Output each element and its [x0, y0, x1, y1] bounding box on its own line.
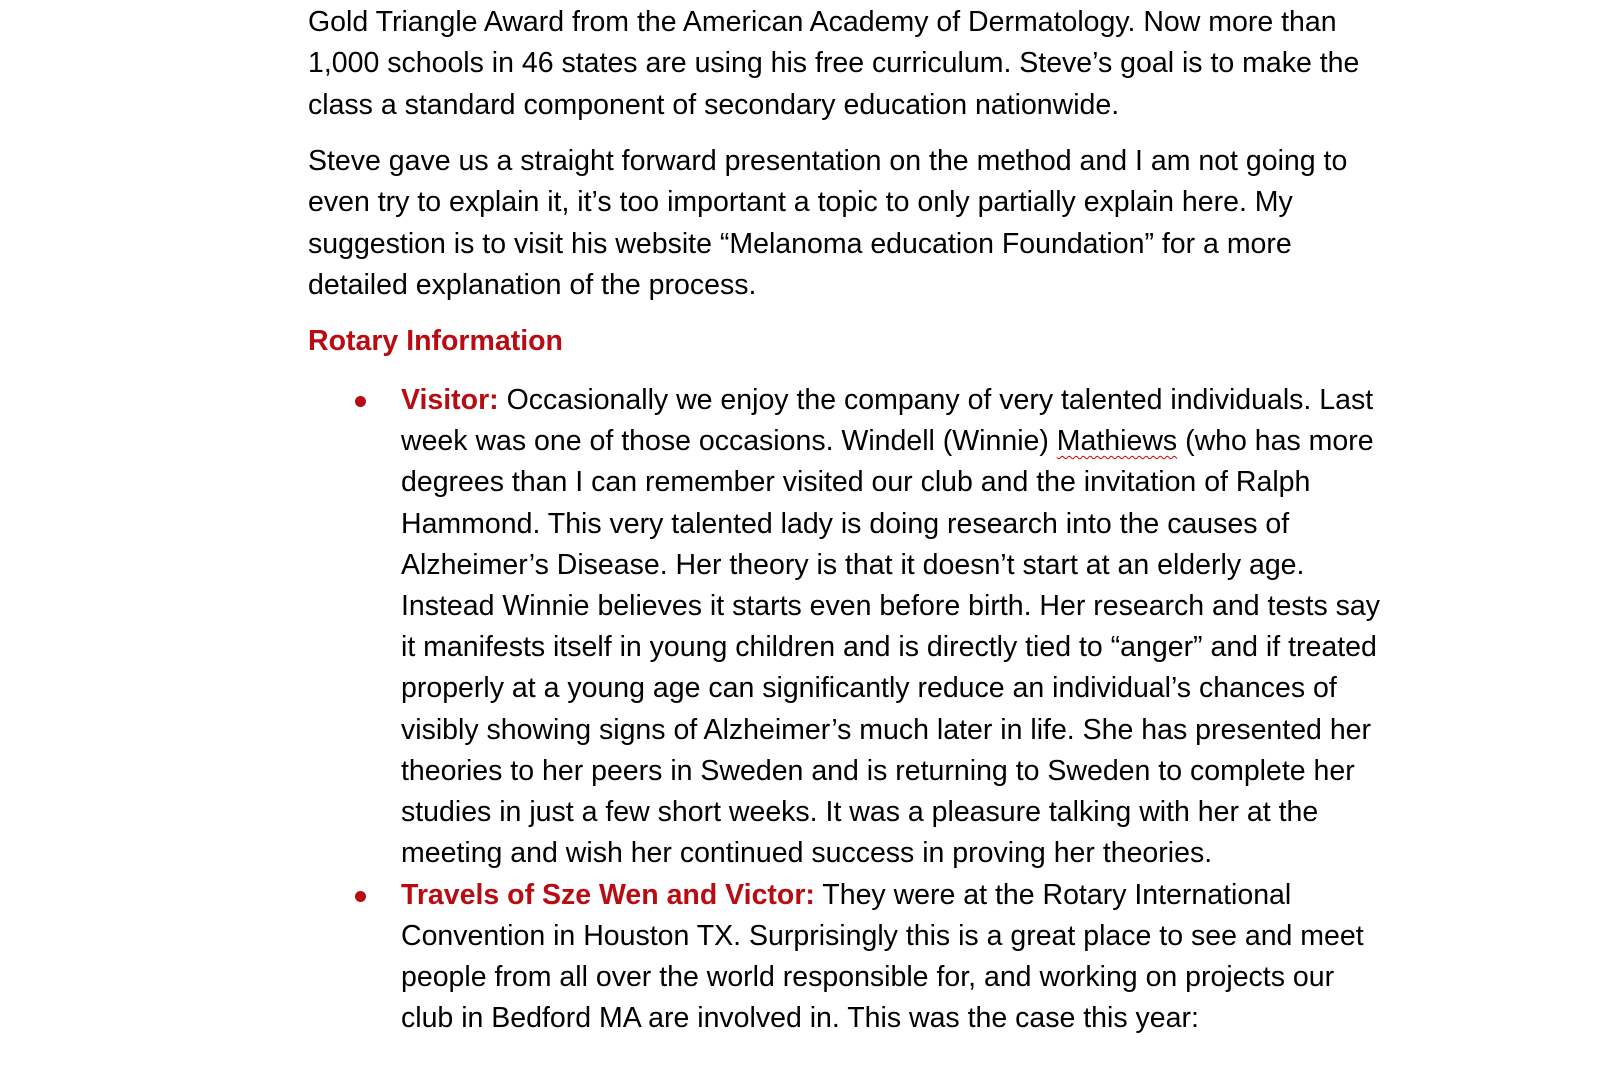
paragraph-line: suggestion is to visit his website “Melanoma education Foundation” for a more	[308, 228, 1292, 260]
list-item-text: They were at the Rotary International	[814, 879, 1292, 911]
list-item-line: visibly showing signs of Alzheimer’s much later in life. She has presented her	[401, 714, 1372, 746]
paragraph-line: even try to explain it, it’s too important a topic to only partially explain here. My	[308, 186, 1293, 218]
paragraph-line: 1,000 schools in 46 states are using his free curriculum. Steve’s goal is to make the	[308, 47, 1360, 79]
list-item-first-line	[401, 380, 1373, 421]
list-item-line: theories to her peers in Sweden and is returning to Sweden to complete her	[401, 755, 1355, 787]
list-item-line	[401, 421, 1374, 462]
list-item-line: people from all over the world responsible for, and working on projects our	[401, 961, 1335, 993]
list-item-text: (who has more	[1177, 425, 1374, 457]
list-item-line: Instead Winnie believes it starts even before birth. Her research and tests say	[401, 590, 1380, 622]
list-item-line: meeting and wish her continued success in proving her theories.	[401, 837, 1213, 869]
bullet-icon	[355, 891, 369, 905]
list-item-lead: Visitor:	[401, 384, 499, 416]
list-item-text: Occasionally we enjoy the company of very talented individuals. Last	[498, 384, 1374, 416]
list-item-line: club in Bedford MA are involved in. This was the case this year:	[401, 1002, 1199, 1034]
list-item-line: it manifests itself in young children and is directly tied to “anger” and if treated	[401, 631, 1377, 663]
section-heading: Rotary Information	[308, 325, 563, 357]
paragraph-line: class a standard component of secondary education nationwide.	[308, 89, 1120, 121]
paragraph-line: Steve gave us a straight forward presentation on the method and I am not going to	[308, 145, 1348, 177]
list-item-first-line	[401, 875, 1291, 916]
spellcheck-flagged-word[interactable]: Mathiews	[1056, 425, 1178, 457]
list-item-text: week was one of those occasions. Windell (Winnie)	[401, 425, 1057, 457]
list-item-line: Convention in Houston TX. Surprisingly this is a great place to see and meet	[401, 920, 1364, 952]
list-item-line: degrees than I can remember visited our club and the invitation of Ralph	[401, 466, 1311, 498]
list-item-line: properly at a young age can significantly reduce an individual’s chances of	[401, 672, 1337, 704]
paragraph-line: detailed explanation of the process.	[308, 269, 757, 301]
list-item-line: Alzheimer’s Disease. Her theory is that it doesn’t start at an elderly age.	[401, 549, 1305, 581]
list-item-line: studies in just a few short weeks. It was a pleasure talking with her at the	[401, 796, 1319, 828]
list-item-lead: Travels of Sze Wen and Victor:	[401, 879, 815, 911]
paragraph-line: Gold Triangle Award from the American Academy of Dermatology. Now more than	[308, 6, 1337, 38]
bullet-icon	[355, 396, 369, 410]
list-item-line: Hammond. This very talented lady is doing research into the causes of	[401, 508, 1290, 540]
